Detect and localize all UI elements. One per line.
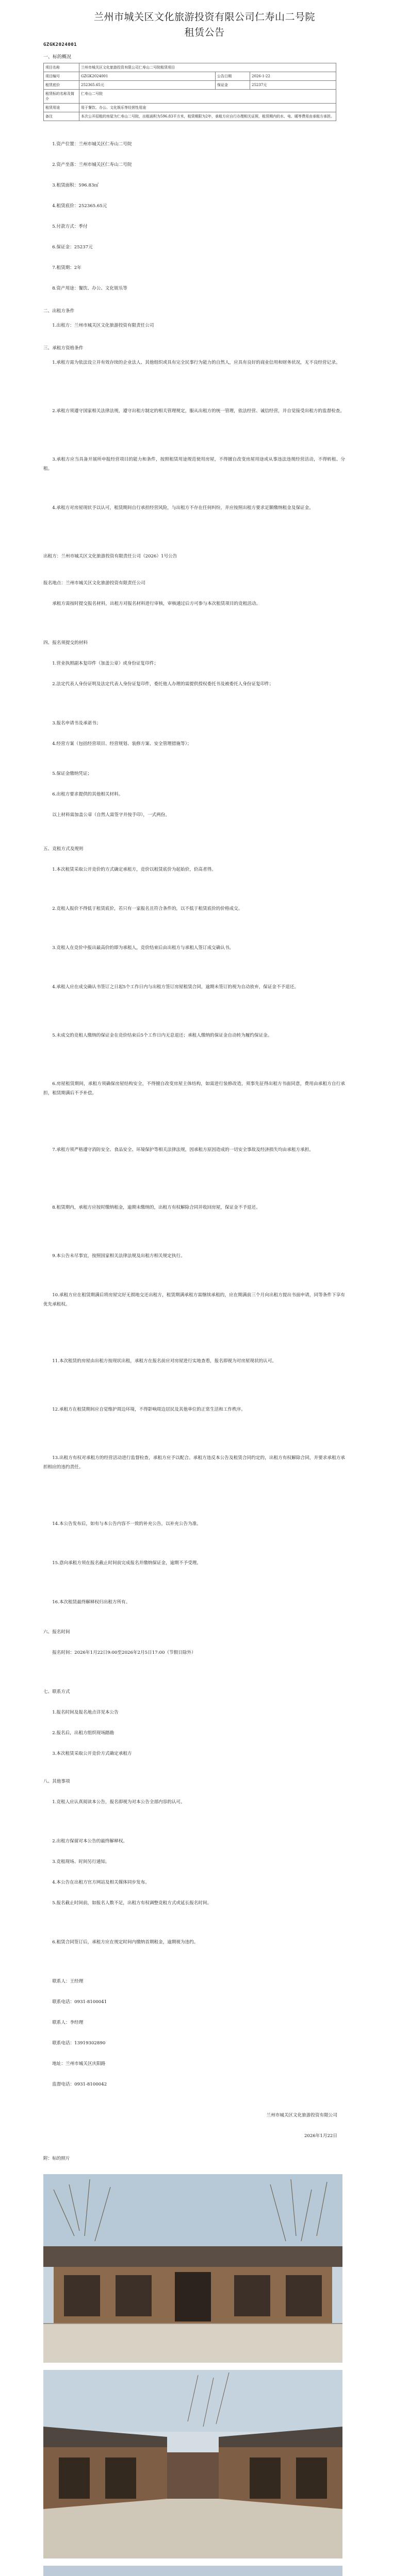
paragraph: 3.本次租赁采取公开竞价方式确定承租方	[52, 1751, 132, 1756]
paragraph: 13.出租方有权对承租方的经营活动进行监督检查，承租方应予以配合。承租方违反本公告及租赁合同约定的，出租方有权解除合同，并要求承租方承担相应的违约责任。	[43, 1455, 345, 1470]
paragraph: 7.租赁期：2年	[52, 265, 81, 270]
paragraph: 承租方需按时提交报名材料，出租方对报名材料进行审核，审核通过后方可参与本次租赁项目的竞租活动。	[52, 601, 261, 606]
paragraph: 2.出租方保留对本公告的最终解释权。	[52, 1839, 127, 1844]
paragraph: 2.资产坐落：兰州市城关区仁寿山二号院	[52, 162, 132, 167]
paragraph: 4.本公告在出租方官方网站及相关媒体同步发布。	[52, 1880, 150, 1885]
paragraph: 4.承租方对房屋现状予以认可，租赁期间自行承担经营风险，与出租方不存在任何纠纷，并应按照出租方要求足额缴纳租金及保证金。	[52, 505, 314, 511]
table-cell: 本次公开招租的房屋为仁寿山二号院，出租面积为596.83平方米，租赁期限为2年，承租方应自行办理相关证照，租赁期内的水、电、暖等费用由承租方承担。	[79, 112, 336, 121]
supervision-phone: 监督电话：0931-8100042	[52, 2082, 107, 2087]
paragraph: 5.付款方式：季付	[52, 224, 88, 229]
section-heading: 二、出租方条件	[43, 309, 75, 314]
signature-date: 2026年1月22日	[304, 2133, 337, 2139]
contact-phone: 联系电话：0931-8100041	[52, 1999, 107, 2005]
section-heading: 五、竞租方式及规则	[43, 846, 84, 852]
table-cell: 2026-1-22	[250, 72, 336, 81]
paragraph: 3.报名申请书及承诺书；	[52, 721, 101, 726]
table-row	[44, 90, 336, 104]
paragraph: 11.本次租赁的房屋由出租方按现状出租，承租方在报名前应对房屋进行实地查看，报名即视为对房屋现状的认可。	[52, 1359, 276, 1364]
contact-phone: 联系电话：13919302890	[52, 2041, 106, 2046]
paragraph: 3.竞租人在竞价中报出最高价的即为承租人，竞价结束后由出租方与承租人签订成交确认书。	[52, 945, 234, 951]
announcement-code: GZGK2024001	[43, 42, 77, 47]
signature-org: 兰州市城关区文化旅游投资有限公司	[266, 2113, 337, 2118]
title-line-1: 兰州市城关区文化旅游投资有限公司仁寿山二号院	[93, 11, 315, 23]
paragraph: 1.资产位置：兰州市城关区仁寿山二号院	[52, 142, 132, 147]
paragraph: 4.租赁底价：252365.65元	[52, 204, 107, 209]
contact-name: 联系人：李经理	[52, 2020, 84, 2025]
paragraph: 以上材料需加盖公章（自然人需签字并按手印），一式两份。	[52, 812, 170, 818]
section-heading: 七、联系方式	[43, 1689, 70, 1694]
table-row	[44, 63, 336, 72]
table-row	[44, 72, 336, 81]
paragraph: 5.未成交的竞租人缴纳的保证金在竞价结束后5个工作日内无息退还；承租人缴纳的保证金自动转为履约保证金。	[52, 1033, 272, 1038]
section-heading: 三、承租方资格条件	[43, 346, 84, 351]
paragraph: 3.竞租现场、时间另行通知。	[52, 1859, 110, 1865]
paragraph: 12.承租方在租赁期间应自觉维护周边环境，不得影响周边居民及其他单位的正常生活和工作秩序。	[52, 1407, 246, 1412]
table-cell: 租赁标的名称及简介	[44, 90, 79, 104]
courtyard-photo-2	[43, 2370, 342, 2558]
paragraph: 1.出租方：兰州市城关区文化旅游投资有限责任公司	[52, 323, 154, 328]
paragraph: 2.承租方须遵守国家相关法律法规，遵守出租方制定的相关管理规定，服从出租方的统一管理，依法经营、诚信经营，并自觉接受出租方的监督检查。	[52, 409, 345, 414]
paragraph: 1.报名时间及报名地点详见本公告	[52, 1710, 119, 1715]
courtyard-photo-1	[43, 2174, 342, 2363]
paragraph: 8.租赁期内，承租方应按时缴纳租金，逾期未缴纳的，出租方有权解除合同并收回房屋，保证金不予退还。	[52, 1205, 260, 1210]
table-cell: 项目名称	[44, 63, 79, 72]
document-title	[0, 9, 409, 40]
table-cell: 252365.65元	[79, 81, 216, 90]
table-row	[44, 81, 336, 90]
table-cell: 用于餐饮、办公、文化娱乐等经营性用途	[79, 104, 336, 112]
paragraph: 8.资产用途：餐饮、办公、文化娱乐等	[52, 286, 127, 291]
paragraph: 9.本公告未尽事宜，按照国家相关法律法规及出租方相关规定执行。	[52, 1253, 185, 1259]
table-row	[44, 112, 336, 121]
paragraph: 4.经营方案（包括经营项目、经营规划、装修方案、安全管理措施等）；	[52, 741, 192, 747]
paragraph: 1.营业执照副本复印件（加盖公章）或身份证复印件；	[52, 661, 159, 666]
table-cell: 租赁用途	[44, 104, 79, 112]
section-heading: 八、其他事项	[43, 1779, 70, 1784]
table-cell: 项目编号	[44, 72, 79, 81]
paragraph: 出租方：兰州市城关区文化旅游投资有限责任公司（2026）1号公告	[43, 554, 177, 559]
paragraph: 7.承租方须严格遵守消防安全、食品安全、环境保护等相关法律法规，因承租方原因造成的一切安全事故及经济损失均由承租方承担。	[52, 1147, 314, 1153]
paragraph: 6.出租方要求提供的其他相关材料。	[52, 792, 123, 797]
paragraph: 3.租赁面积：596.83㎡	[52, 183, 99, 188]
section-heading: 六、报名时间	[43, 1630, 70, 1635]
courtyard-photo-3	[43, 2566, 342, 2576]
paragraph: 5.保证金缴纳凭证；	[52, 771, 92, 776]
paragraph: 3.承租方应当具备开展所申报经营项目的能力和条件，按照租赁用途规范使用房屋，不得擅自改变房屋用途或从事违法违规经营活动，不得转租、分租。	[43, 457, 345, 471]
paragraph: 1.本次租赁采取公开竞价的方式确定承租方，竞价以租赁底价为起始价，价高者得。	[52, 867, 216, 872]
paragraph: 6.保证金：25237元	[52, 245, 93, 250]
table-cell: 租赁底价	[44, 81, 79, 90]
paragraph: 报名地点：兰州市城关区文化旅游投资有限责任公司	[43, 581, 145, 586]
paragraph: 6.房屋租赁期间，承租方须确保房屋结构安全，不得擅自改变房屋主体结构，如需进行装修改造，须事先征得出租方书面同意，费用由承租方自行承担，租赁期满后不予补偿。	[43, 1081, 345, 1096]
table-cell: 公告日期	[216, 72, 250, 81]
paragraph: 报名时间：2026年1月22日9:00至2026年2月5日17:00（节假日除外）	[52, 1650, 196, 1655]
contact-address: 地址：兰州市城关区庆阳路	[52, 2061, 106, 2066]
paragraph: 2.报名后，出租方组织现场踏勘	[52, 1731, 114, 1736]
paragraph: 1.承租方需为依法设立并有效存续的企业法人、其他组织或具有完全民事行为能力的自然人，应具有良好的商业信用和财务状况，无不良经营记录。	[52, 360, 340, 365]
paragraph: 6.租赁合同签订后，承租方应在规定时间内缴纳首期租金，逾期视为违约。	[52, 1940, 199, 1945]
section-heading: 一、标的概况	[43, 55, 72, 60]
paragraph: 5.报名截止时间前，如报名人数不足，出租方有权调整竞租方式或延长报名时间。	[52, 1901, 212, 1906]
table-cell: 备注	[44, 112, 79, 121]
contact-name: 联系人：王经理	[52, 1979, 84, 1984]
table-cell: 25237元	[250, 81, 336, 90]
table-row	[44, 104, 336, 112]
paragraph: 1.竞租人应认真阅读本公告，报名即视为对本公告全部内容的认可。	[52, 1800, 185, 1805]
paragraph: 10.承租方应在租赁期满后将房屋完好无损地交还出租方，租赁期满承租方需继续承租的，应在期满前三个月向出租方提出书面申请，同等条件下享有优先承租权。	[43, 1293, 345, 1307]
paragraph: 15.意向承租方须在报名截止时间前完成报名并缴纳保证金，逾期不予受理。	[52, 1561, 201, 1566]
photo-caption: 附：标的照片	[43, 2156, 70, 2161]
table-cell: 仁寿山二号院	[79, 90, 336, 104]
paragraph: 16.本次租赁最终解释权归出租方所有。	[52, 1600, 130, 1605]
section-heading: 四、报名须提交的材料	[43, 640, 88, 646]
paragraph: 14.本公告发布后，如有与本公告内容不一致的补充公告，以补充公告为准。	[52, 1521, 201, 1527]
paragraph: 4.承租人应在成交确认书签订之日起5个工作日内与出租方签订房屋租赁合同，逾期未签订的视为自动放弃，保证金不予退还。	[52, 985, 299, 990]
title-line-2: 租赁公告	[184, 27, 225, 38]
table-cell: 兰州市城关区文化旅游投资有限公司仁寿山二号院租赁项目	[79, 63, 336, 72]
table-cell: 保证金	[216, 81, 250, 90]
paragraph: 2.竞租人报价不得低于租赁底价，若只有一家报名且符合条件的，以不低于租赁底价的价格成交。	[52, 906, 243, 911]
info-table	[43, 63, 336, 121]
table-cell: GZGK2024001	[79, 72, 216, 81]
paragraph: 2.法定代表人身份证明及法定代表人身份证复印件，委托他人办理的需提供授权委托书及被委托人身份证复印件；	[52, 682, 274, 687]
